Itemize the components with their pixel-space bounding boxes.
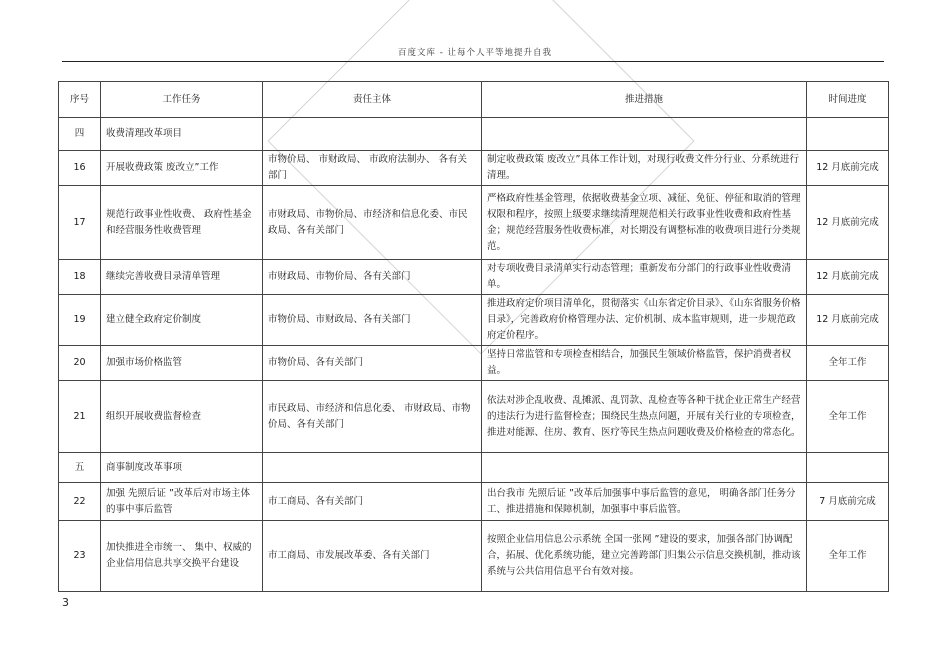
row-number: 18 [59, 260, 101, 295]
row-owner: 市工商局、各有关部门 [263, 483, 482, 521]
row-measures: 出台我市 先照后证 ”改革后加强事中事后监管的意见， 明确各部门任务分工、推进措施和保障机制，加强事中事后监管。 [482, 483, 807, 521]
row-schedule: 7 月底前完成 [807, 483, 889, 521]
reform-task-table [58, 81, 889, 592]
page-number: 3 [62, 596, 69, 609]
row-owner: 市物价局、 市财政局、 市政府法制办、 各有关部门 [263, 151, 482, 186]
page-header: 百度文库 - 让每个人平等地提升自我 [398, 48, 552, 58]
table-row [59, 381, 889, 453]
row-number: 21 [59, 381, 101, 453]
row-number: 四 [59, 118, 101, 151]
row-task: 规范行政事业性收费、 政府性基金和经营服务性收费管理 [101, 186, 263, 260]
table-row [59, 346, 889, 381]
row-task: 建立健全政府定价制度 [101, 295, 263, 346]
row-schedule [807, 118, 889, 151]
table-row [59, 260, 889, 295]
column-header-measures: 推进措施 [482, 82, 807, 118]
table-header-row [59, 82, 889, 118]
row-task: 收费清理改革项目 [101, 118, 263, 151]
row-owner [263, 453, 482, 483]
row-number: 20 [59, 346, 101, 381]
row-measures: 坚持日常监管和专项检查相结合，加强民生领域价格监管，保护消费者权益。 [482, 346, 807, 381]
row-schedule: 12 月底前完成 [807, 295, 889, 346]
column-header-owner: 责任主体 [263, 82, 482, 118]
row-task: 加强 先照后证 ”改革后对市场主体的事中事后监管 [101, 483, 263, 521]
row-schedule: 全年工作 [807, 346, 889, 381]
row-task: 组织开展收费监督检查 [101, 381, 263, 453]
row-schedule [807, 453, 889, 483]
row-owner [263, 118, 482, 151]
row-schedule: 12 月底前完成 [807, 260, 889, 295]
row-owner: 市财政局、市物价局、市经济和信息化委、市民政局、各有关部门 [263, 186, 482, 260]
row-schedule: 12 月底前完成 [807, 151, 889, 186]
row-measures: 对专项收费目录清单实行动态管理；重新发布分部门的行政事业性收费清单。 [482, 260, 807, 295]
row-owner: 市民政局、市经济和信息化委、 市财政局、市物价局、各有关部门 [263, 381, 482, 453]
row-task: 继续完善收费目录清单管理 [101, 260, 263, 295]
row-owner: 市工商局、市发展改革委、各有关部门 [263, 521, 482, 592]
row-measures: 依法对涉企乱收费、乱摊派、乱罚款、乱检查等各种干扰企业正常生产经营的违法行为进行监督检查；围绕民生热点问题，开展有关行业的专项检查，推进对能源、住房、教育、医疗等民生热点问题收费及价格检查的常态化。 [482, 381, 807, 453]
row-schedule: 全年工作 [807, 521, 889, 592]
column-header-task: 工作任务 [101, 82, 263, 118]
row-task: 加快推进全市统一、 集中、权威的企业信用信息共享交换平台建设 [101, 521, 263, 592]
column-header-schedule: 时间进度 [807, 82, 889, 118]
table-row [59, 118, 889, 151]
row-measures [482, 453, 807, 483]
row-task: 商事制度改革事项 [101, 453, 263, 483]
row-number: 19 [59, 295, 101, 346]
table-row [59, 521, 889, 592]
row-measures [482, 118, 807, 151]
row-schedule: 全年工作 [807, 381, 889, 453]
table-row [59, 151, 889, 186]
row-measures: 按照企业信用信息公示系统 全国一张网 ”建设的要求，加强各部门协调配合，拓展、优化系统功能，建立完善跨部门归集公示信息交换机制，推动该系统与公共信用信息平台有效对接。 [482, 521, 807, 592]
row-number: 23 [59, 521, 101, 592]
header-divider [62, 61, 884, 62]
row-owner: 市物价局、市财政局、各有关部门 [263, 295, 482, 346]
row-measures: 制定收费政策 废改立”具体工作计划，对现行收费文件分行业、分系统进行清理。 [482, 151, 807, 186]
row-number: 16 [59, 151, 101, 186]
table-row [59, 295, 889, 346]
row-task: 开展收费政策 废改立”工作 [101, 151, 263, 186]
row-owner: 市物价局、各有关部门 [263, 346, 482, 381]
row-number: 17 [59, 186, 101, 260]
column-header-number: 序号 [59, 82, 101, 118]
row-owner: 市财政局、市物价局、各有关部门 [263, 260, 482, 295]
row-number: 22 [59, 483, 101, 521]
row-number: 五 [59, 453, 101, 483]
row-measures: 严格政府性基金管理，依据收费基金立项、减征、免征、停征和取消的管理权限和程序，按照上级要求继续清理规范相关行政事业性收费和政府性基金；规范经营服务性收费标准，对长期没有调整标准的收费项目进行分类规范。 [482, 186, 807, 260]
table-row [59, 453, 889, 483]
table-row [59, 186, 889, 260]
row-measures: 推进政府定价项目清单化，贯彻落实《山东省定价目录》、《山东省服务价格目录》，完善政府价格管理办法、定价机制、成本监审规则，进一步规范政府定价程序。 [482, 295, 807, 346]
row-task: 加强市场价格监管 [101, 346, 263, 381]
row-schedule: 12 月底前完成 [807, 186, 889, 260]
table-row [59, 483, 889, 521]
